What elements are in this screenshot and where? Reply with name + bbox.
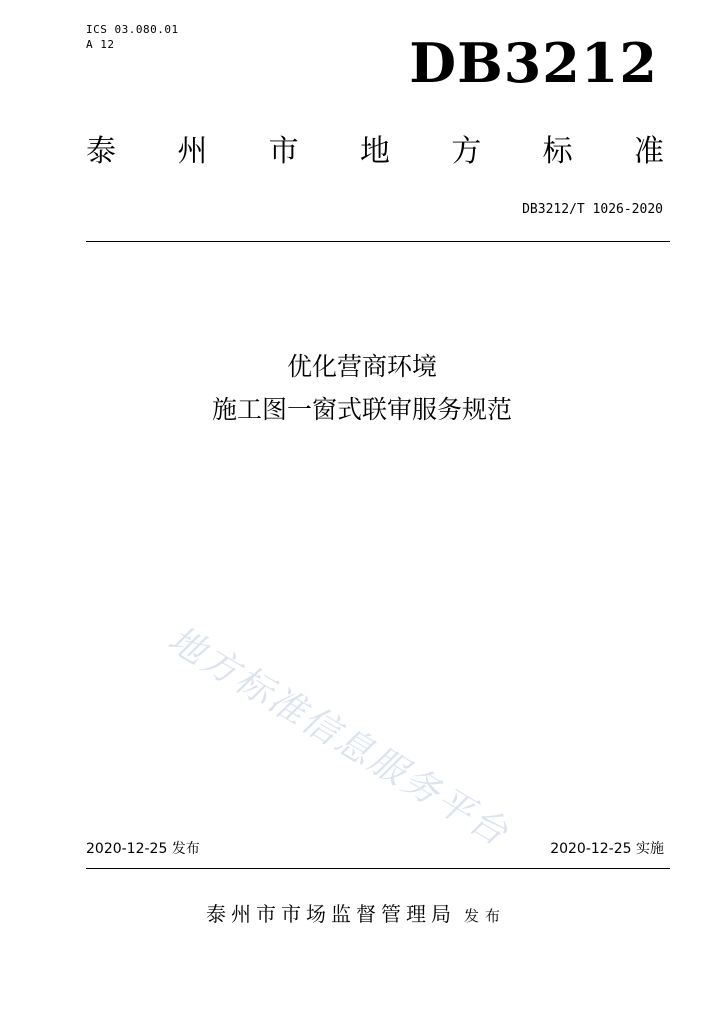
ics-code: ICS 03.080.01 xyxy=(86,23,179,36)
ccs-code: A 12 xyxy=(86,38,115,51)
title-char: 准 xyxy=(633,134,664,169)
standard-category-title xyxy=(86,132,664,172)
document-title-line-1: 优化营商环境 xyxy=(286,352,437,381)
classification-codes xyxy=(86,22,179,52)
title-char: 州 xyxy=(177,134,208,169)
issuing-authority xyxy=(206,898,506,927)
title-char: 地 xyxy=(359,134,390,169)
document-number: DB3212/T 1026-2020 xyxy=(522,202,663,217)
publish-date: 2020-12-25 发布 xyxy=(86,841,200,857)
top-divider xyxy=(86,241,670,242)
issuer-name: 泰州市市场监督管理局 xyxy=(206,902,456,926)
document-title-line-2: 施工图一窗式联审服务规范 xyxy=(211,395,512,424)
implement-date: 2020-12-25 实施 xyxy=(550,841,664,857)
title-char: 市 xyxy=(268,134,299,169)
title-char: 标 xyxy=(542,134,573,169)
watermark-text: 地方标准信息服务平台 xyxy=(160,618,517,855)
bottom-divider xyxy=(86,868,670,869)
issuer-suffix: 发布 xyxy=(464,907,507,925)
title-char: 泰 xyxy=(86,134,116,169)
title-char: 方 xyxy=(451,134,482,169)
standard-logo: DB3212 xyxy=(409,31,658,95)
